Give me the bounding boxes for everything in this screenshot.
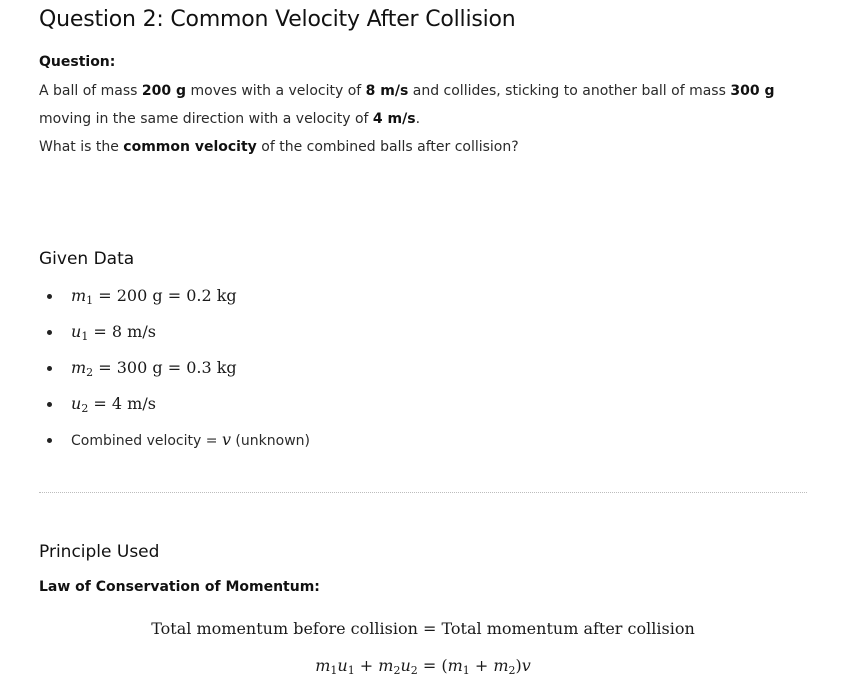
page-title: Question 2: Common Velocity After Collision xyxy=(39,7,516,32)
bullet-icon xyxy=(47,438,52,443)
given-item-m2: $m_2 = 300$ g = 0.3 kg xyxy=(39,350,310,386)
law-label: Law of Conservation of Momentum: xyxy=(39,579,320,595)
given-data-heading: Given Data xyxy=(39,249,135,269)
question-line-1: A ball of mass 200 g moves with a velocity of 8 m/s and collides, sticking to another ball of mass 300 g xyxy=(39,83,775,99)
momentum-word-equation: Total momentum before collision = Total momentum after collision xyxy=(151,619,695,638)
bullet-icon xyxy=(47,294,52,299)
question-line-2: moving in the same direction with a velocity of 4 m/s. xyxy=(39,111,421,127)
question-line-3: What is the common velocity of the combined balls after collision? xyxy=(39,139,519,155)
given-item-u2: $u_2 = 4$ m/s xyxy=(39,386,310,422)
given-item-m1: $m_1 = 200$ g = 0.2 kg xyxy=(39,278,310,314)
given-data-list xyxy=(39,278,310,458)
section-divider xyxy=(39,492,807,493)
principle-heading: Principle Used xyxy=(39,542,160,562)
bullet-icon xyxy=(47,330,52,335)
momentum-symbol-equation: $m_1u_1 + m_2u_2 = (m_1 + m_2)v$ xyxy=(315,656,531,677)
question-label: Question: xyxy=(39,54,116,70)
bullet-icon xyxy=(47,366,52,371)
given-item-u1: $u_1 = 8$ m/s xyxy=(39,314,310,350)
given-item-combined-velocity: Combined velocity = v (unknown) xyxy=(39,422,310,458)
bullet-icon xyxy=(47,402,52,407)
